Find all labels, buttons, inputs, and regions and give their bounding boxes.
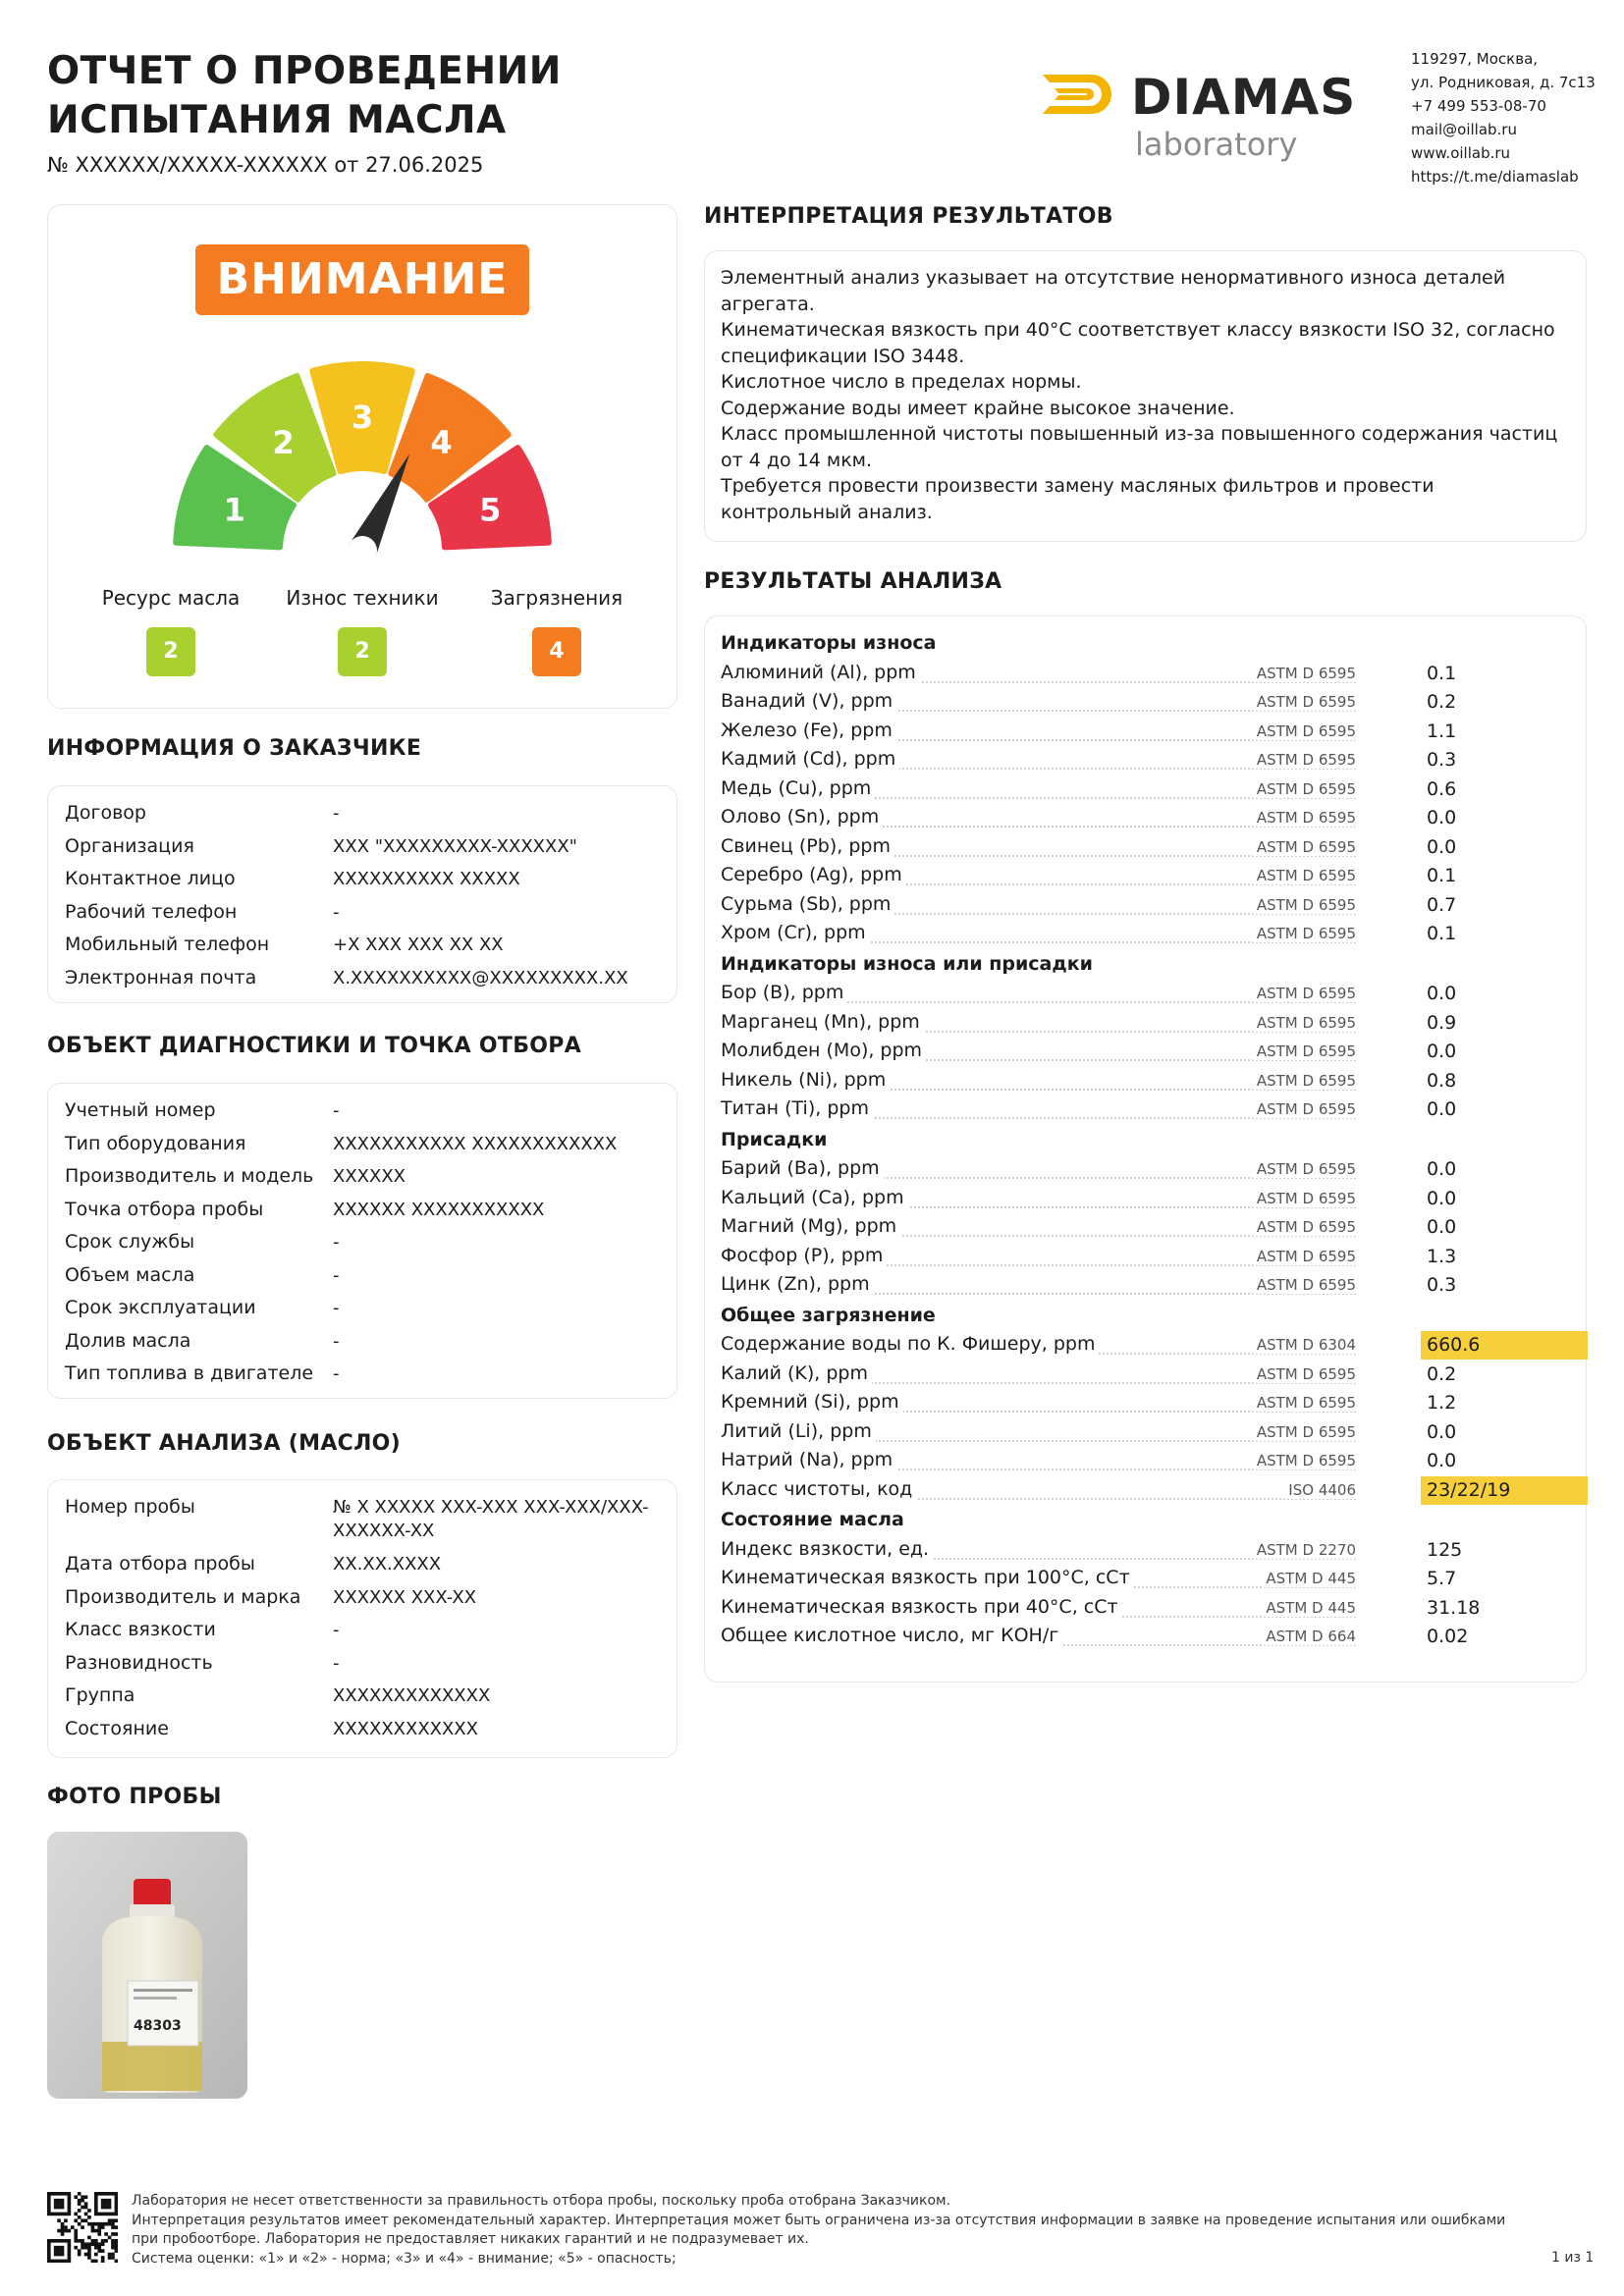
parameter-name: Бор (B), ppm <box>721 982 847 1003</box>
gauge-segment-label: 1 <box>223 491 245 529</box>
parameter-value: 0.1 <box>1427 923 1457 944</box>
oil-label: Класс вязкости <box>65 1619 216 1640</box>
parameter-value: 0.2 <box>1427 691 1457 713</box>
logo-subtitle: laboratory <box>1135 126 1298 163</box>
test-method: ASTM D 6595 <box>1253 1042 1356 1060</box>
customer-label: Мобильный телефон <box>65 934 270 955</box>
results-group-title: Общее загрязнение <box>721 1304 936 1326</box>
customer-label: Организация <box>65 835 194 857</box>
object-table <box>47 1083 677 1399</box>
oil-label: Разновидность <box>65 1652 213 1674</box>
oil-label: Состояние <box>65 1718 169 1739</box>
oil-value: XX.XX.XXXX <box>333 1554 442 1575</box>
parameter-name: Никель (Ni), ppm <box>721 1069 890 1091</box>
test-method: ASTM D 6595 <box>1253 1100 1356 1118</box>
results-row <box>721 893 1572 922</box>
object-label: Тип топлива в двигателе <box>65 1362 314 1384</box>
customer-value: - <box>333 803 340 824</box>
oil-bottle-image <box>47 1832 247 2099</box>
object-value: - <box>333 1232 340 1253</box>
parameter-value: 0.02 <box>1427 1626 1469 1647</box>
parameter-name: Фосфор (P), ppm <box>721 1245 887 1266</box>
parameter-name: Железо (Fe), ppm <box>721 720 896 741</box>
results-heading: РЕЗУЛЬТАТЫ АНАЛИЗА <box>704 569 1002 594</box>
parameter-name: Калий (K), ppm <box>721 1362 872 1384</box>
results-row <box>721 1245 1572 1273</box>
footer-line: Лаборатория не несет ответственности за правильность отбора пробы, поскольку проба отобрана Заказчиком. <box>132 2193 951 2209</box>
results-row <box>721 806 1572 834</box>
gauge-segment-label: 4 <box>430 424 453 462</box>
results-row <box>721 1596 1572 1625</box>
results-row <box>721 1097 1572 1126</box>
test-method: ASTM D 6595 <box>1253 1452 1356 1469</box>
bottle-label: 48303 <box>134 2018 182 2034</box>
parameter-name: Кальций (Ca), ppm <box>721 1187 908 1208</box>
object-value: - <box>333 1100 340 1121</box>
parameter-name: Кремний (Si), ppm <box>721 1391 903 1413</box>
test-method: ASTM D 6595 <box>1253 896 1356 914</box>
test-method: ASTM D 6595 <box>1253 751 1356 769</box>
oil-table <box>47 1479 677 1758</box>
test-method: ASTM D 6595 <box>1253 1423 1356 1441</box>
object-label: Срок службы <box>65 1231 195 1253</box>
logo-mark-icon <box>1041 71 1119 118</box>
oil-value: № X XXXXX XXX-XXX XXX-XXX/XXX-XXXXXX-XX <box>333 1497 649 1541</box>
test-method: ASTM D 6595 <box>1253 1072 1356 1090</box>
customer-value: XXXXXXXXXX XXXXX <box>333 869 520 889</box>
parameter-value: 0.0 <box>1427 1450 1457 1471</box>
oil-value: XXXXXX XXX-XX <box>333 1587 477 1608</box>
contacts <box>1411 47 1596 188</box>
results-row <box>721 1011 1572 1040</box>
contact-address-2: ул. Родниковая, д. 7с13 <box>1411 74 1596 91</box>
results-row <box>721 1449 1572 1477</box>
parameter-name: Марганец (Mn), ppm <box>721 1011 924 1033</box>
indicator-badge-resource: 2 <box>146 627 195 676</box>
results-table <box>704 615 1587 1682</box>
customer-label: Договор <box>65 802 146 824</box>
parameter-value: 0.0 <box>1427 835 1457 858</box>
results-row <box>721 1391 1572 1419</box>
results-row <box>721 1333 1572 1362</box>
object-value: - <box>333 1331 340 1352</box>
object-label: Производитель и модель <box>65 1165 314 1187</box>
parameter-name: Свинец (Pb), ppm <box>721 835 894 857</box>
object-value: XXXXXX <box>333 1166 406 1187</box>
contact-phone[interactable]: +7 499 553-08-70 <box>1411 97 1546 115</box>
indicator-badge-wear: 2 <box>338 627 387 676</box>
oil-label: Номер пробы <box>65 1496 195 1518</box>
parameter-name: Кадмий (Cd), ppm <box>721 748 899 770</box>
results-row <box>721 1420 1572 1449</box>
contact-address-1: 119297, Москва, <box>1411 50 1539 68</box>
object-label: Точка отбора пробы <box>65 1199 264 1220</box>
results-row <box>721 777 1572 806</box>
interpretation-line: Элементный анализ указывает на отсутствие ненормативного износа деталей агрегата. <box>721 267 1506 315</box>
customer-heading: ИНФОРМАЦИЯ О ЗАКАЗЧИКЕ <box>47 736 422 761</box>
status-gauge <box>146 323 578 559</box>
results-row <box>721 1273 1572 1302</box>
parameter-value: 0.1 <box>1427 662 1457 684</box>
parameter-value: 0.0 <box>1427 1420 1457 1443</box>
test-method: ASTM D 6595 <box>1253 780 1356 798</box>
object-label: Долив масла <box>65 1330 191 1352</box>
interpretation-line: Содержание воды имеет крайне высокое значение. <box>721 397 1235 419</box>
interpretation-heading: ИНТЕРПРЕТАЦИЯ РЕЗУЛЬТАТОВ <box>704 204 1113 229</box>
customer-label: Электронная почта <box>65 967 257 988</box>
report-number: № XXXXXX/XXXXX-XXXXXX от 27.06.2025 <box>47 153 484 177</box>
results-row <box>721 662 1572 690</box>
parameter-value: 0.0 <box>1427 1216 1457 1238</box>
parameter-value: 0.3 <box>1427 1274 1457 1296</box>
report-title: ОТЧЕТ О ПРОВЕДЕНИИ ИСПЫТАНИЯ МАСЛА <box>47 49 562 142</box>
test-method: ASTM D 6595 <box>1253 809 1356 827</box>
parameter-name: Кинематическая вязкость при 100°С, сСт <box>721 1567 1134 1588</box>
results-row <box>721 1215 1572 1244</box>
parameter-name: Алюминий (Al), ppm <box>721 662 920 683</box>
test-method: ASTM D 6595 <box>1253 1394 1356 1412</box>
test-method: ASTM D 6595 <box>1253 1014 1356 1032</box>
parameter-value: 0.0 <box>1427 1098 1457 1120</box>
gauge-segment-label: 3 <box>351 399 374 436</box>
qr-code-icon[interactable] <box>47 2192 118 2263</box>
status-card <box>47 204 677 709</box>
object-label: Учетный номер <box>65 1099 216 1121</box>
parameter-value: 0.1 <box>1427 865 1457 886</box>
parameter-name: Барий (Ba), ppm <box>721 1157 884 1179</box>
object-label: Тип оборудования <box>65 1133 246 1154</box>
parameter-value: 125 <box>1427 1538 1463 1561</box>
gauge-segment-label: 5 <box>479 491 502 529</box>
results-row <box>721 1538 1572 1567</box>
results-group-title: Состояние масла <box>721 1509 904 1530</box>
parameter-name: Индекс вязкости, ед. <box>721 1538 933 1560</box>
customer-value: +X XXX XXX XX XX <box>333 934 504 955</box>
object-value: - <box>333 1363 340 1384</box>
test-method: ASTM D 6304 <box>1253 1336 1356 1354</box>
parameter-value: 0.0 <box>1427 1187 1457 1209</box>
object-label: Срок эксплуатации <box>65 1297 256 1318</box>
parameter-value: 1.1 <box>1427 720 1457 742</box>
object-value: - <box>333 1298 340 1318</box>
results-row <box>721 922 1572 950</box>
parameter-value: 0.2 <box>1427 1362 1457 1385</box>
test-method: ASTM D 6595 <box>1253 1218 1356 1236</box>
interpretation-line: Класс промышленной чистоты повышенный из-за повышенного содержания частиц от 4 до 14 мкм. <box>721 423 1558 471</box>
test-method: ASTM D 6595 <box>1253 1276 1356 1294</box>
logo-name: DIAMAS <box>1131 69 1357 126</box>
results-row <box>721 1040 1572 1068</box>
parameter-value: 0.8 <box>1427 1069 1457 1092</box>
parameter-name: Хром (Cr), ppm <box>721 922 870 943</box>
test-method: ASTM D 6595 <box>1253 867 1356 884</box>
customer-value: X.XXXXXXXXXX@XXXXXXXXX.XX <box>333 968 628 988</box>
parameter-value: 0.0 <box>1427 807 1457 828</box>
results-row <box>721 864 1572 892</box>
oil-value: XXXXXXXXXXXXX <box>333 1685 491 1706</box>
indicator-label-contamination: Загрязнения <box>490 586 623 610</box>
status-label: ВНИМАНИЕ <box>195 244 529 315</box>
parameter-value: 660.6 <box>1421 1331 1588 1360</box>
customer-value: XXX "XXXXXXXXX-XXXXXX" <box>333 836 577 857</box>
parameter-value: 1.3 <box>1427 1245 1457 1267</box>
test-method: ASTM D 2270 <box>1253 1541 1356 1559</box>
results-row <box>721 982 1572 1010</box>
interpretation-line: Требуется провести произвести замену масляных фильтров и провести контрольный анализ. <box>721 475 1435 523</box>
oil-value: - <box>333 1653 340 1674</box>
test-method: ASTM D 6595 <box>1253 1190 1356 1207</box>
parameter-name: Кинематическая вязкость при 40°С, сСт <box>721 1596 1122 1618</box>
test-method: ASTM D 6595 <box>1253 722 1356 740</box>
parameter-value: 23/22/19 <box>1421 1476 1588 1505</box>
parameter-value: 0.3 <box>1427 749 1457 771</box>
test-method: ASTM D 6595 <box>1253 838 1356 856</box>
interpretation-text <box>704 250 1587 542</box>
results-row <box>721 1187 1572 1215</box>
interpretation-line: Кислотное число в пределах нормы. <box>721 371 1082 393</box>
results-group-title: Индикаторы износа <box>721 632 937 654</box>
sample-photo <box>47 1832 247 2099</box>
gauge-segment-label: 2 <box>272 424 295 462</box>
parameter-name: Общее кислотное число, мг КОН/г <box>721 1625 1062 1646</box>
results-row <box>721 1567 1572 1595</box>
parameter-name: Титан (Ti), ppm <box>721 1097 873 1119</box>
results-row <box>721 835 1572 864</box>
test-method: ASTM D 6595 <box>1253 1248 1356 1265</box>
test-method: ASTM D 664 <box>1262 1628 1356 1645</box>
parameter-value: 0.0 <box>1427 1041 1457 1062</box>
object-value: - <box>333 1265 340 1286</box>
test-method: ASTM D 445 <box>1262 1570 1356 1587</box>
test-method: ISO 4406 <box>1284 1481 1356 1499</box>
object-label: Объем масла <box>65 1264 195 1286</box>
parameter-name: Цинк (Zn), ppm <box>721 1273 874 1295</box>
test-method: ASTM D 6595 <box>1253 925 1356 942</box>
parameter-name: Серебро (Ag), ppm <box>721 864 906 885</box>
parameter-name: Медь (Cu), ppm <box>721 777 875 799</box>
results-group-title: Присадки <box>721 1128 828 1150</box>
indicator-label-resource: Ресурс масла <box>101 586 241 610</box>
interpretation-line: Кинематическая вязкость при 40°С соответствует классу вязкости ISO 32, согласно спецификации ISO 3448. <box>721 319 1555 367</box>
contact-email[interactable]: mail@oillab.ru <box>1411 121 1517 138</box>
parameter-name: Литий (Li), ppm <box>721 1420 876 1442</box>
footer-disclaimer <box>132 2192 1526 2269</box>
customer-table <box>47 785 677 1003</box>
parameter-value: 5.7 <box>1427 1568 1457 1589</box>
diamas-logo <box>1041 69 1375 167</box>
parameter-value: 0.6 <box>1427 777 1457 800</box>
oil-label: Производитель и марка <box>65 1586 301 1608</box>
parameter-value: 0.9 <box>1427 1011 1457 1034</box>
parameter-name: Содержание воды по К. Фишеру, ppm <box>721 1333 1099 1355</box>
test-method: ASTM D 445 <box>1262 1599 1356 1617</box>
customer-label: Рабочий телефон <box>65 901 238 923</box>
indicator-badge-contamination: 4 <box>532 627 581 676</box>
parameter-value: 31.18 <box>1427 1596 1481 1619</box>
oil-value: XXXXXXXXXXXX <box>333 1719 478 1739</box>
photo-heading: ФОТО ПРОБЫ <box>47 1785 222 1809</box>
results-row <box>721 1625 1572 1653</box>
parameter-value: 0.0 <box>1427 1158 1457 1180</box>
results-row <box>721 720 1572 748</box>
customer-value: - <box>333 902 340 923</box>
results-row <box>721 1157 1572 1186</box>
object-value: XXXXXX XXXXXXXXXXX <box>333 1200 545 1220</box>
results-row <box>721 690 1572 719</box>
customer-label: Контактное лицо <box>65 868 236 889</box>
parameter-name: Натрий (Na), ppm <box>721 1449 896 1470</box>
oil-heading: ОБЪЕКТ АНАЛИЗА (МАСЛО) <box>47 1431 402 1456</box>
oil-label: Дата отбора пробы <box>65 1553 255 1575</box>
contact-website[interactable]: www.oillab.ru <box>1411 144 1511 162</box>
test-method: ASTM D 6595 <box>1253 1160 1356 1178</box>
parameter-value: 0.7 <box>1427 893 1457 916</box>
object-heading: ОБЪЕКТ ДИАГНОСТИКИ И ТОЧКА ОТБОРА <box>47 1034 582 1058</box>
parameter-value: 0.0 <box>1427 983 1457 1004</box>
parameter-name: Магний (Mg), ppm <box>721 1215 900 1237</box>
indicator-label-wear: Износ техники <box>286 586 439 610</box>
parameter-name: Молибден (Mo), ppm <box>721 1040 926 1061</box>
contact-telegram[interactable]: https://t.me/diamaslab <box>1411 168 1579 186</box>
parameter-name: Олово (Sn), ppm <box>721 806 883 828</box>
test-method: ASTM D 6595 <box>1253 693 1356 711</box>
parameter-name: Класс чистоты, код <box>721 1478 916 1500</box>
oil-value: - <box>333 1620 340 1640</box>
parameter-name: Сурьма (Sb), ppm <box>721 893 894 915</box>
parameter-value: 1.2 <box>1427 1392 1457 1414</box>
gauge-pivot <box>359 548 366 555</box>
results-row <box>721 1069 1572 1097</box>
results-row <box>721 1478 1572 1507</box>
footer-line: Система оценки: «1» и «2» - норма; «3» и «4» - внимание; «5» - опасность; <box>132 2250 677 2267</box>
test-method: ASTM D 6595 <box>1253 665 1356 682</box>
oil-label: Группа <box>65 1684 135 1706</box>
test-method: ASTM D 6595 <box>1253 1365 1356 1383</box>
results-row <box>721 1362 1572 1391</box>
results-row <box>721 748 1572 776</box>
results-group-title: Индикаторы износа или присадки <box>721 952 1093 975</box>
object-value: XXXXXXXXXXX XXXXXXXXXXXX <box>333 1134 618 1154</box>
page-number: 1 из 1 <box>1551 2250 1595 2266</box>
test-method: ASTM D 6595 <box>1253 985 1356 1002</box>
parameter-name: Ванадий (V), ppm <box>721 690 896 712</box>
footer-line: Интерпретация результатов имеет рекомендательный характер. Интерпретация может быть ограничена из-за отсутствия информации в заявке на проведение испытания или ошибками при пробоотборе. Лаборатория не предоставляет никаких гарантий и не подразумевает их. <box>132 2212 1506 2247</box>
